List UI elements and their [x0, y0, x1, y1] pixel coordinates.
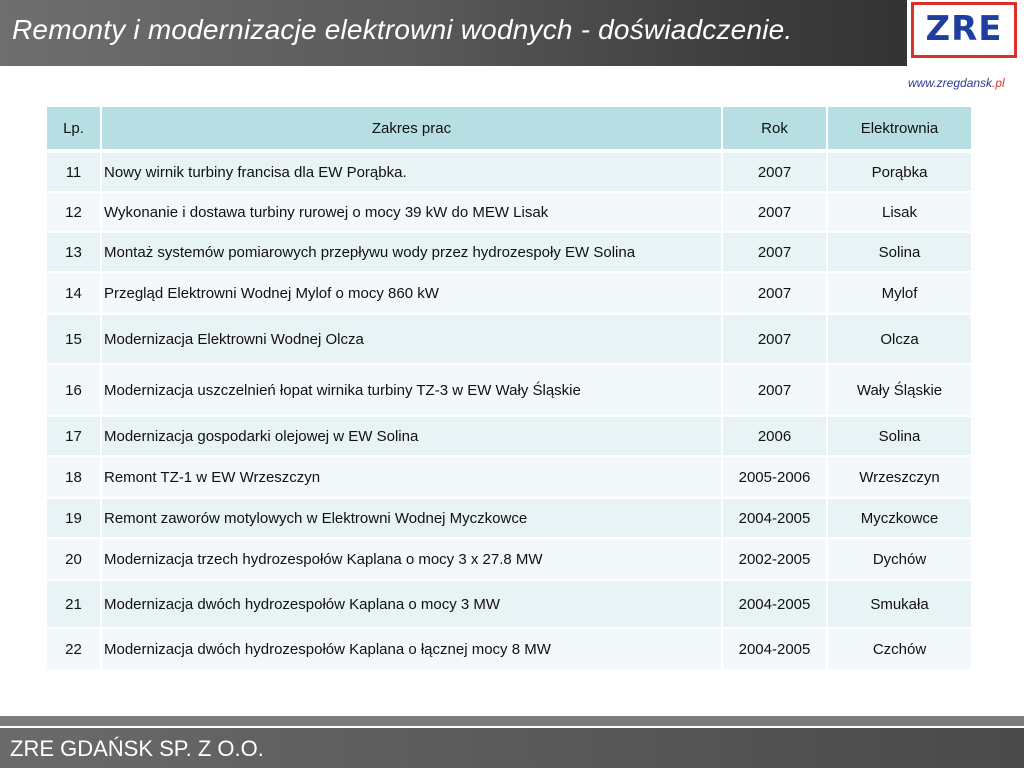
table-row	[47, 233, 973, 273]
cell-elektrownia: Czchów	[828, 629, 973, 671]
cell-zakres: Wykonanie i dostawa turbiny rurowej o mocy 39 kW do MEW Lisak	[102, 193, 723, 233]
table-row	[47, 417, 973, 457]
cell-lp: 12	[47, 193, 102, 233]
cell-rok: 2007	[723, 193, 828, 233]
cell-lp: 11	[47, 153, 102, 193]
cell-elektrownia: Olcza	[828, 315, 973, 365]
cell-rok: 2004-2005	[723, 581, 828, 629]
cell-rok: 2006	[723, 417, 828, 457]
cell-elektrownia: Wrzeszczyn	[828, 457, 973, 499]
cell-zakres: Remont TZ-1 w EW Wrzeszczyn	[102, 457, 723, 499]
cell-zakres: Przegląd Elektrowni Wodnej Mylof o mocy 860 kW	[102, 273, 723, 315]
cell-lp: 17	[47, 417, 102, 457]
header-zakres: Zakres prac	[102, 107, 723, 153]
header-elektrownia: Elektrownia	[828, 107, 973, 153]
logo-frame	[911, 2, 1017, 58]
cell-zakres: Montaż systemów pomiarowych przepływu wody przez hydrozespoły EW Solina	[102, 233, 723, 273]
cell-lp: 18	[47, 457, 102, 499]
cell-elektrownia: Wały Śląskie	[828, 365, 973, 417]
logo-text: ZRE	[925, 9, 1003, 49]
cell-elektrownia: Lisak	[828, 193, 973, 233]
cell-zakres: Modernizacja trzech hydrozespołów Kaplana o mocy 3 x 27.8 MW	[102, 539, 723, 581]
table-row	[47, 153, 973, 193]
cell-lp: 21	[47, 581, 102, 629]
projects-table	[47, 107, 973, 671]
cell-zakres: Modernizacja gospodarki olejowej w EW Solina	[102, 417, 723, 457]
slide-title: Remonty i modernizacje elektrowni wodnych - doświadczenie.	[12, 14, 793, 45]
cell-elektrownia: Smukała	[828, 581, 973, 629]
cell-lp: 22	[47, 629, 102, 671]
cell-lp: 19	[47, 499, 102, 539]
table-row	[47, 581, 973, 629]
table-row	[47, 539, 973, 581]
title-bar	[0, 0, 1024, 66]
cell-rok: 2007	[723, 315, 828, 365]
cell-elektrownia: Porąbka	[828, 153, 973, 193]
cell-lp: 13	[47, 233, 102, 273]
table-row	[47, 273, 973, 315]
cell-rok: 2007	[723, 273, 828, 315]
cell-zakres: Modernizacja dwóch hydrozespołów Kaplana o mocy 3 MW	[102, 581, 723, 629]
cell-rok: 2002-2005	[723, 539, 828, 581]
cell-lp: 14	[47, 273, 102, 315]
cell-zakres: Modernizacja uszczelnień łopat wirnika turbiny TZ-3 w EW Wały Śląskie	[102, 365, 723, 417]
footer-bar	[0, 728, 1024, 768]
header-rok: Rok	[723, 107, 828, 153]
cell-lp: 20	[47, 539, 102, 581]
table-row	[47, 629, 973, 671]
footer-divider	[0, 716, 1024, 726]
cell-elektrownia: Solina	[828, 233, 973, 273]
table-row	[47, 365, 973, 417]
table-row	[47, 315, 973, 365]
cell-zakres: Modernizacja dwóch hydrozespołów Kaplana o łącznej mocy 8 MW	[102, 629, 723, 671]
cell-elektrownia: Myczkowce	[828, 499, 973, 539]
header-lp: Lp.	[47, 107, 102, 153]
cell-rok: 2007	[723, 233, 828, 273]
cell-elektrownia: Mylof	[828, 273, 973, 315]
table-row	[47, 457, 973, 499]
url-main: www.zregdansk	[908, 76, 993, 90]
cell-lp: 15	[47, 315, 102, 365]
cell-rok: 2004-2005	[723, 629, 828, 671]
table-header-row	[47, 107, 973, 153]
table-row	[47, 193, 973, 233]
cell-elektrownia: Dychów	[828, 539, 973, 581]
cell-zakres: Remont zaworów motylowych w Elektrowni Wodnej Myczkowce	[102, 499, 723, 539]
cell-rok: 2004-2005	[723, 499, 828, 539]
cell-zakres: Nowy wirnik turbiny francisa dla EW Porąbka.	[102, 153, 723, 193]
cell-lp: 16	[47, 365, 102, 417]
cell-rok: 2005-2006	[723, 457, 828, 499]
cell-rok: 2007	[723, 153, 828, 193]
table-row	[47, 499, 973, 539]
cell-elektrownia: Solina	[828, 417, 973, 457]
cell-zakres: Modernizacja Elektrowni Wodnej Olcza	[102, 315, 723, 365]
company-name: ZRE GDAŃSK SP. Z O.O.	[10, 736, 264, 761]
cell-rok: 2007	[723, 365, 828, 417]
company-logo	[907, 0, 1024, 66]
website-link[interactable]	[908, 76, 1005, 90]
url-tld: .pl	[992, 76, 1005, 90]
